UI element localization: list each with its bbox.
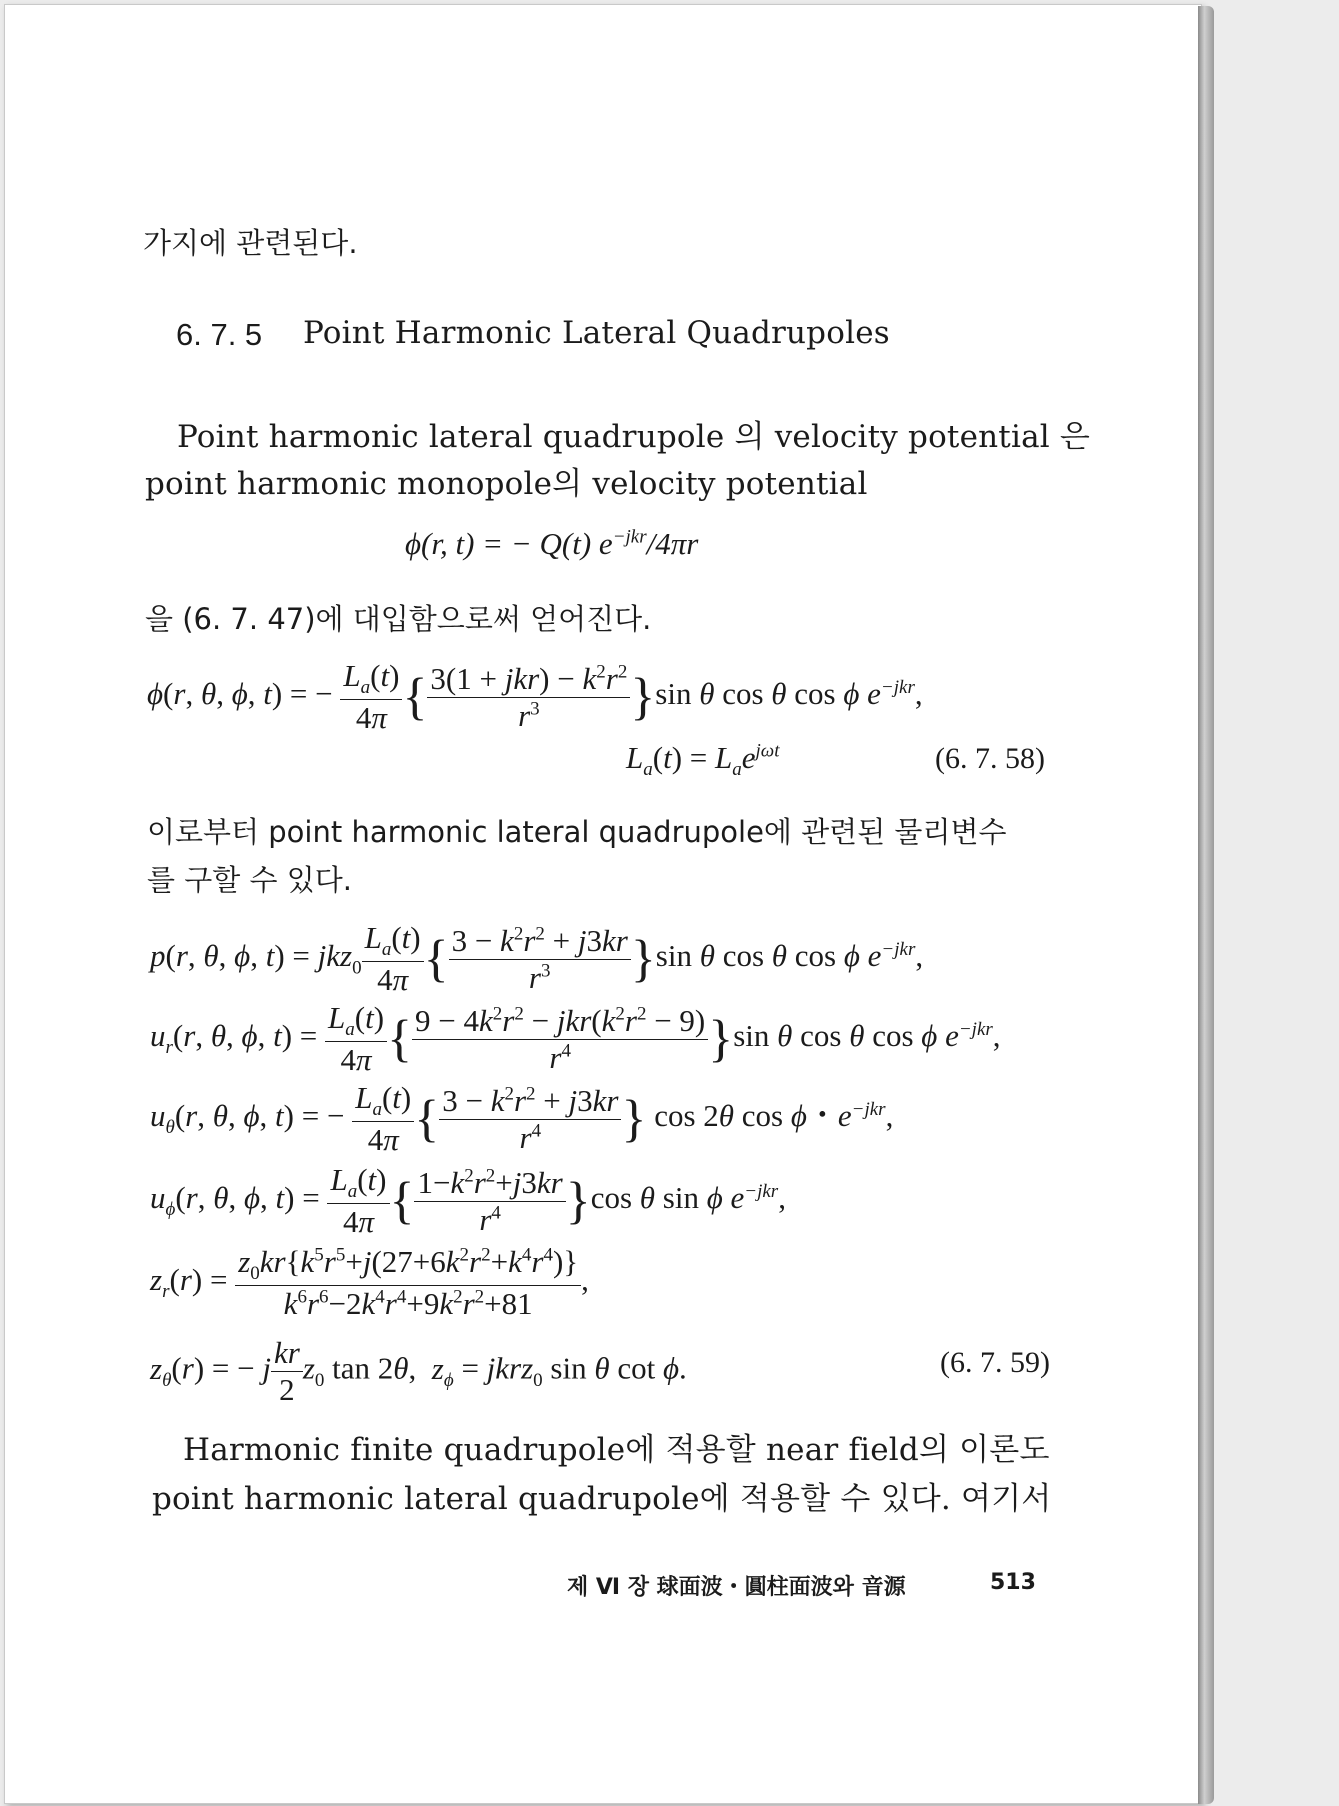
equation-utheta: $u_\theta(r$, θ, ϕ, t) = − $\frac{L_a(t)}{4\pi}$ { $\frac{3 - k^2r^2 + j3kr}{r^4}$ } cos 2θ cos ϕ・$e^{-jkr}$, (150, 1080, 894, 1158)
equation-monopole-tail: /4πr (646, 526, 699, 561)
page-edge (1198, 6, 1214, 1804)
equation-pressure: p(r, θ, ϕ, t) = jkz$_0$ $\frac{L_a(t)}{4\pi}$ { $\frac{3 - k^2r^2 + j3kr}{r^3}$ }sin θ cos θ cos ϕ $e^{-jkr}$, (150, 920, 924, 998)
equation-zr: $z_r(r)$ = $\frac{z_0kr\{k^5r^5+j(27+6k^2r^2+k^4r^4)\}}{k^6r^6-2k^4r^4+9k^2r^2+81}$ , (150, 1244, 589, 1322)
paragraph-4-line-1: Harmonic finite quadrupole에 적용할 near field의 이론도 (183, 1432, 1050, 1468)
section-title: Point Harmonic Lateral Quadrupoles (303, 315, 890, 351)
equation-monopole-body: ϕ(r, t) = − Q(t) e (405, 526, 613, 561)
page (4, 4, 1202, 1804)
footer-chapter: 제 Ⅵ 장 球面波・圓柱面波와 音源 (567, 1575, 906, 1600)
paragraph-3-line-2: 를 구할 수 있다. (147, 863, 352, 897)
equation-potential: ϕ(r, θ, ϕ, t) = − $\frac{L_a(t)}{4\pi}$ { $\frac{3(1 + jkr) - k^2r^2}{r^3}$ }sin θ cos θ cos ϕ $e^{-jkr}$, (147, 658, 923, 736)
equation-monopole (405, 526, 698, 562)
paragraph-2: 을 (6. 7. 47)에 대입함으로써 얻어진다. (145, 602, 652, 636)
footer-page-number: 513 (990, 1570, 1036, 1595)
equation-monopole-exponent: −jkr (612, 526, 647, 548)
paragraph-1-line-2: point harmonic monopole의 velocity potential (145, 466, 868, 502)
equation-la: $L_a(t) = L_ae^{j\omega t}$ (626, 740, 780, 781)
paragraph-1-line-1: Point harmonic lateral quadrupole 의 velocity potential 은 (177, 419, 1091, 455)
text-line-1: 가지에 관련된다. (143, 226, 358, 260)
equation-number-58: (6. 7. 58) (935, 742, 1045, 775)
equation-uphi: $u_\phi(r$, θ, ϕ, t) = $\frac{L_a(t)}{4\pi}$ { $\frac{1-k^2r^2+j3kr}{r^4}$ }cos θ sin ϕ $e^{-jkr}$, (150, 1162, 786, 1240)
paragraph-4-line-2: point harmonic lateral quadrupole에 적용할 수 있다. 여기서 (152, 1481, 1052, 1517)
section-number: 6. 7. 5 (176, 317, 263, 352)
equation-ur: $u_r(r$, θ, ϕ, t) = $\frac{L_a(t)}{4\pi}$ { $\frac{9 - 4k^2r^2 - jkr(k^2r^2 - 9)}{r^4}$ }sin θ cos θ cos ϕ $e^{-jkr}$, (150, 1000, 1001, 1078)
equation-ztheta: $z_\theta(r)$ = − j $\frac{kr}{2}$ $z_0$ tan 2θ, $z_\phi$ = jkrz$_0$ sin θ cot ϕ. (150, 1335, 687, 1407)
equation-number-59: (6. 7. 59) (940, 1346, 1050, 1379)
paragraph-3-line-1: 이로부터 point harmonic lateral quadrupole에 관련된 물리변수 (147, 815, 1007, 849)
